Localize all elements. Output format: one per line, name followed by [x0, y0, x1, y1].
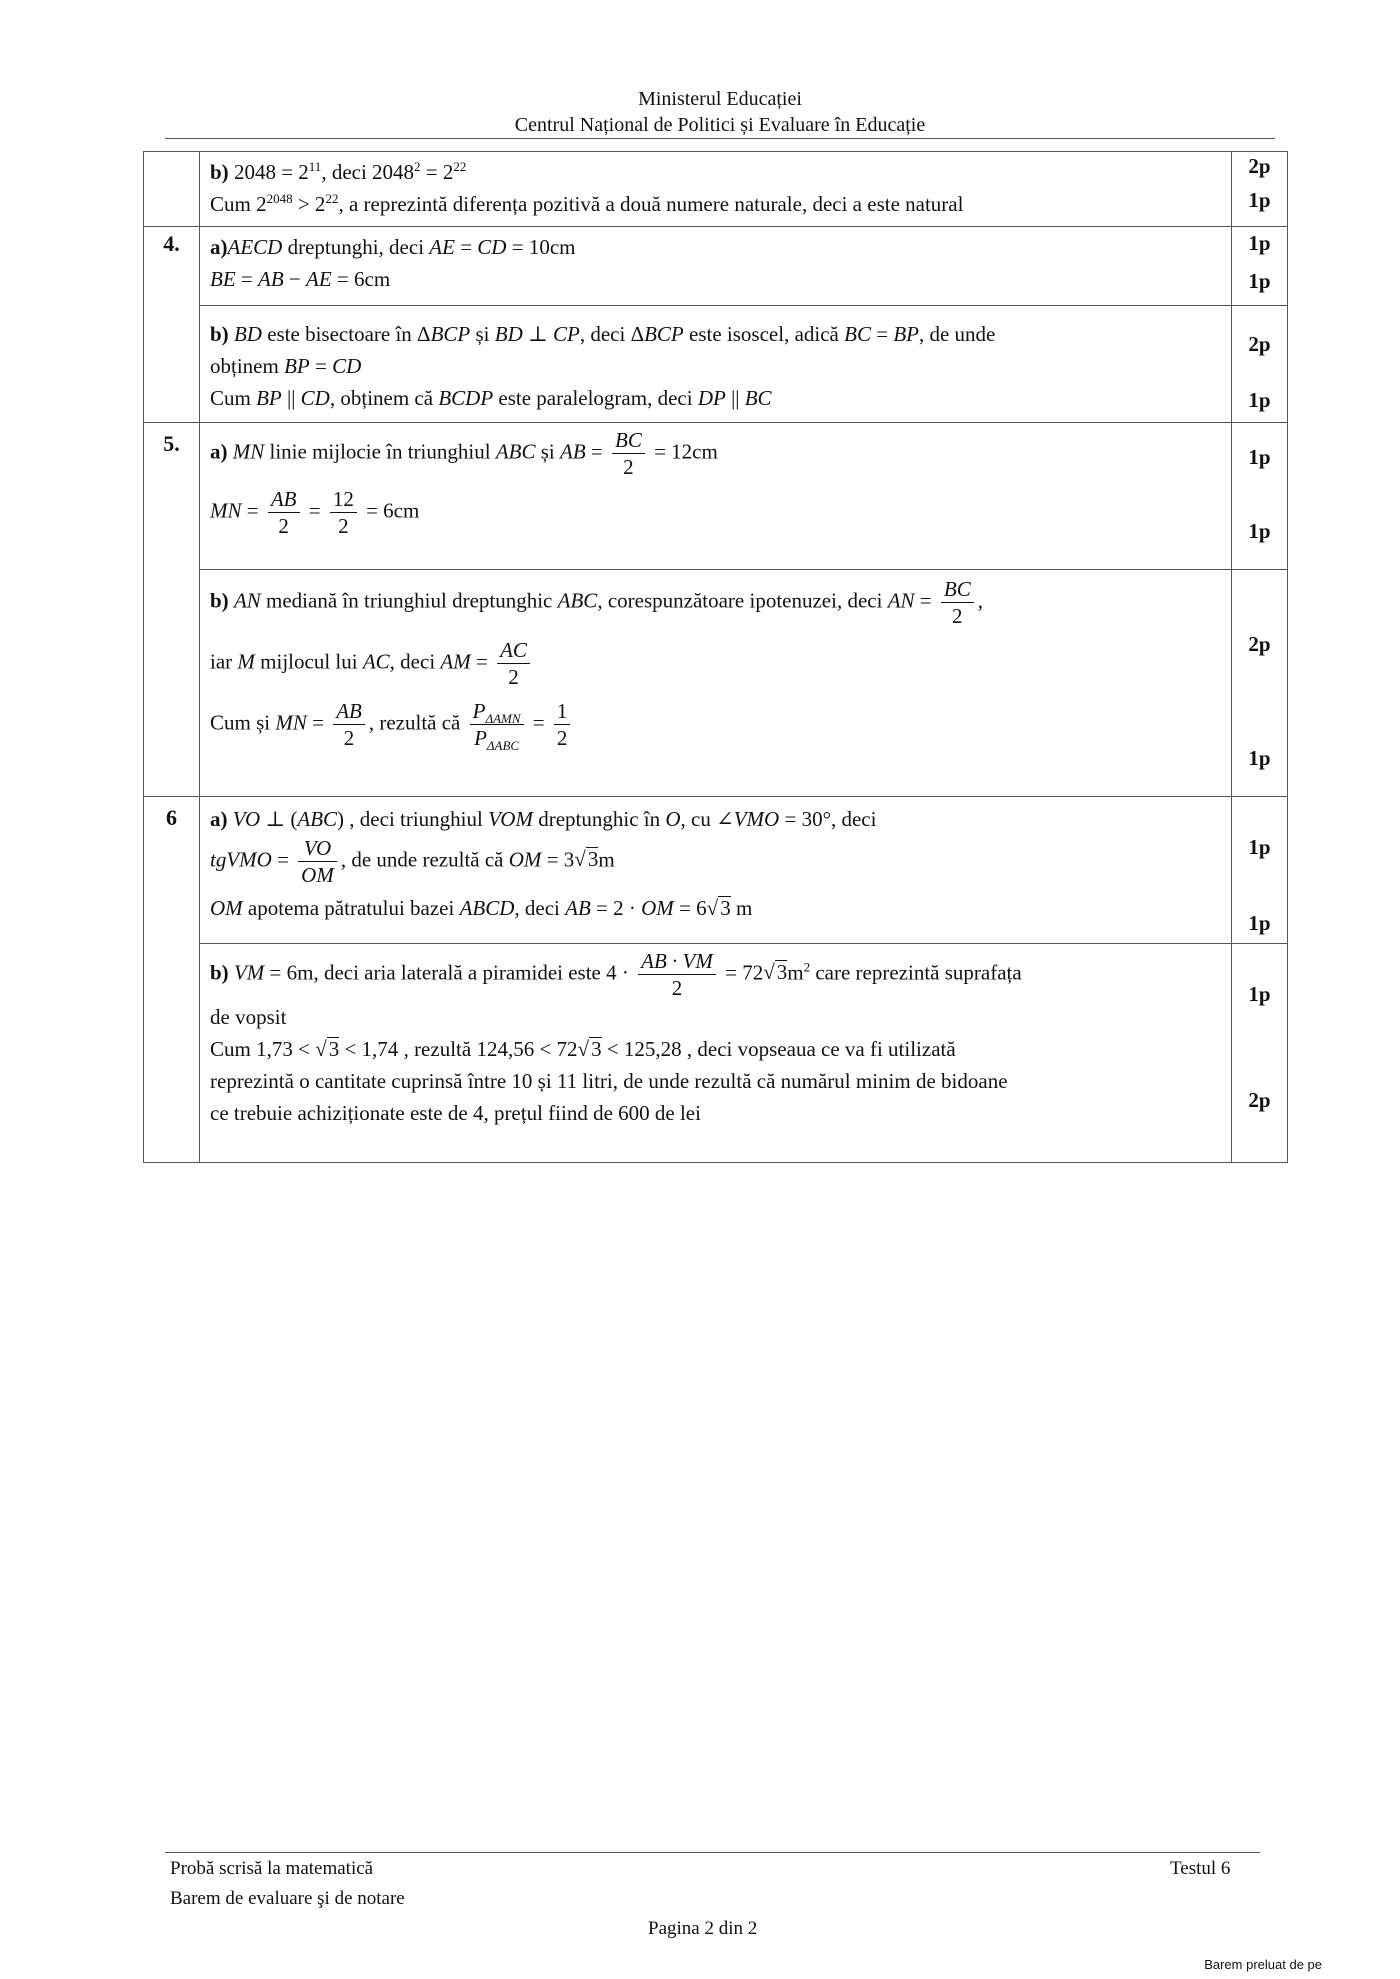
exercise-4b: b) BD este bisectoare în ΔBCP și BD ⊥ CP, deci ΔBCP este isoscel, adică BC = BP, de unde obținem BP = CD Cum BP || CD, obținem că BCDP este paralelogram, deci DP || BC: [200, 306, 1232, 423]
table-row: [144, 306, 1288, 423]
center-name: Centrul Național de Politici și Evaluare în Educație: [514, 114, 926, 136]
footer-test-number: Testul 6: [1170, 1858, 1231, 1879]
table-row: [144, 227, 1288, 306]
exercise-number: 4.: [144, 227, 200, 423]
exercise-4a: a)AECD dreptunghi, deci AE = CD = 10cm BE = AB − AE = 6cm: [200, 227, 1232, 306]
exercise-number: 5.: [144, 423, 200, 797]
table-row: [144, 423, 1288, 570]
points-cell: 2p 1p: [1232, 152, 1288, 227]
points-cell: 1p 2p: [1232, 944, 1288, 1163]
table-row: [144, 152, 1288, 227]
points-cell: 2p 1p: [1232, 570, 1288, 797]
exercise-5a: a) MN linie mijlocie în triunghiul ABC și AB = $\frac{BC}{2}$ = 12cm MN = $\frac{AB}{2}$ = $\frac{12}{2}$ = 6cm: [200, 423, 1232, 570]
grading-table: [143, 151, 1288, 1163]
document-header: [165, 86, 1275, 138]
points-cell: 1p 1p: [1232, 423, 1288, 570]
exercise-6b: b) VM = 6m, deci aria laterală a piramidei este 4 · $\frac{AB \cdot VM}{2}$ = $72√3m^2$ care reprezintă suprafața de vopsit Cum 1,73 < √3 < 1,74 , rezultă 124,56 < 72√3 < 125,28 , deci vopseaua ce va fi utilizată reprezintă o cantitate cuprinsă între 10 și 11 litri, de unde rezultă că numărul minim de bidoane ce trebuie achiziționate este de 4, prețul fiind de 600 de lei: [200, 944, 1232, 1163]
exercise-number: 6: [144, 797, 200, 1163]
table-row: [144, 944, 1288, 1163]
exercise-3b: b) $2048 = 2^{11}$, deci $2048^2 = 2^{22}$ Cum $2^{2048} > 2^{22}$, a reprezintă diferența pozitivă a două numere naturale, deci a este natural: [200, 152, 1232, 227]
footer-document: Barem de evaluare şi de notare: [170, 1888, 405, 1909]
points-cell: 2p 1p: [1232, 306, 1288, 423]
table-row: [144, 797, 1288, 944]
ministry-name: Ministerul Educației: [638, 88, 802, 110]
exercise-5b: b) AN mediană în triunghiul dreptunghic ABC, corespunzătoare ipotenuzei, deci AN = $\frac{BC}{2}$ , iar M mijlocul lui AC, deci AM = $\frac{AC}{2}$ Cum și MN = $\frac{AB}{2}$ , rezultă că $\frac{P_{\Delta AMN}}{P_{\Delta ABC}}$ = $\frac{1}{2}$: [200, 570, 1232, 797]
footer-rule: [165, 1852, 1260, 1853]
header-rule: [165, 138, 1275, 139]
footer-subject: Probă scrisă la matematică: [170, 1858, 374, 1879]
page-number: Pagina 2 din 2: [648, 1918, 758, 1939]
table-row: [144, 570, 1288, 797]
source-credit: Barem preluat de pe: [1204, 1957, 1322, 1972]
exercise-number: [144, 152, 200, 227]
points-cell: 1p 1p: [1232, 797, 1288, 944]
points-cell: 1p 1p: [1232, 227, 1288, 306]
exercise-6a: a) VO ⊥ (ABC) , deci triunghiul VOM dreptunghic în O, cu ∠VMO = 30°, deci tgVMO = $\frac{VO}{OM}$ , de unde rezultă că OM = 3√3m OM apotema pătratului bazei ABCD, deci AB = 2 · OM = 6√3 m: [200, 797, 1232, 944]
